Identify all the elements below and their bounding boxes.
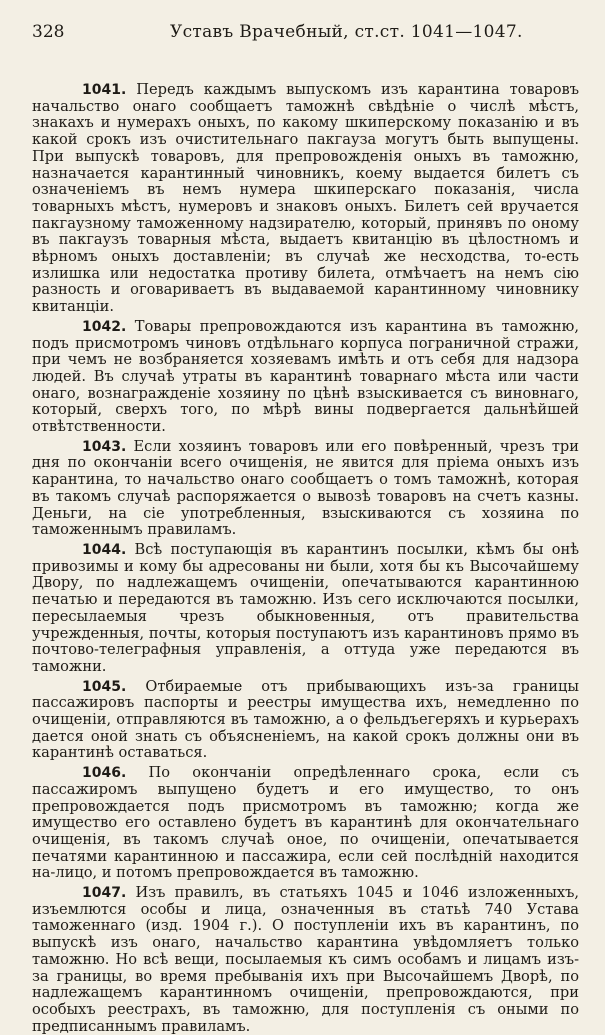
page-header <box>32 22 579 52</box>
article-number: 1047. <box>82 885 127 902</box>
article-text: Если хозяинъ товаровъ или его повѣренный, чрезъ три дня по окончанiи всего очищенiя, не явится для прiема оныхъ изъ карантина, то начальство онаго сообщаетъ о томъ таможнѣ, которая въ такомъ случаѣ распоряжается о вывозѣ товаровъ на счетъ казны. Деньги, на сiе употребленныя, взыскиваются съ хозяина по таможеннымъ правиламъ. <box>32 437 580 539</box>
article-number: 1041. <box>82 82 127 98</box>
article-text: Всѣ поступающiя въ карантинъ посылки, кѣмъ бы онѣ привозимы и кому бы адресованы ни были, хотя бы къ Высочайшему Двору, по надлежащемъ очищенiи, опечатываются карантинною печатью и передаются въ таможню. Изъ сего исключаются посылки, пересылаемыя чрезъ обыкновенныя, отъ правительства учрежденныя, почты, которыя поступаютъ изъ карантиновъ прямо въ почтово-телеграфныя управленiя, а оттуда уже передаются въ таможни. <box>32 540 580 675</box>
article-number: 1043. <box>82 438 127 455</box>
article-number: 1045. <box>82 678 127 695</box>
article-text: Отбираемые отъ прибывающихъ изъ-за границы пассажировъ паспорты и реестры имущества ихъ, немедленно по очищенiи, отправляются въ таможню, а о фельдъегеряхъ и курьерахъ дается оной знать съ объясненiемъ, на какой срокъ должны они въ карантинѣ оставаться. <box>32 677 579 762</box>
article-number: 1042. <box>82 318 127 335</box>
article-1044 <box>32 542 579 676</box>
running-title: Уставъ Врачебный, ст.ст. 1041—1047. <box>170 22 523 42</box>
article-1047 <box>32 885 579 1035</box>
article-text: Товары препровождаются изъ карантина въ таможню, подъ присмотромъ чиновъ отдѣльнаго корпуса пограничной стражи, при чемъ не возбраняется хозяевамъ имѣть и отъ себя для надзора людей. Въ случаѣ утраты въ карантинѣ товарнаго мѣста или части онаго, вознагражденiе хозяину по цѣнѣ взыскивается съ виновнаго, который, сверхъ того, по мѣрѣ вины подвергается дальнѣйшей отвѣтственности. <box>32 317 580 436</box>
article-text: Изъ правилъ, въ статьяхъ 1045 и 1046 изложенныхъ, изъемлются особы и лица, означенныя въ статьѣ 740 Устава таможеннаго (изд. 1904 г.). О поступленiи ихъ въ карантинъ, по выпускѣ изъ онаго, начальство карантина увѣдомляетъ только таможню. Но всѣ вещи, посылаемыя къ симъ особамъ и лицамъ изъ-за границы, во время пребыванiя ихъ при Высочайшемъ Дворѣ, по надлежащемъ карантинномъ очищенiи, препровождаются, при особыхъ реестрахъ, въ таможню, для поступленiя съ оными по предписаннымъ правиламъ. <box>32 884 579 1035</box>
article-1045 <box>32 679 579 763</box>
article-1041 <box>32 82 579 316</box>
article-1042 <box>32 319 579 436</box>
page-number: 328 <box>32 22 65 42</box>
article-1043 <box>32 439 579 539</box>
article-1046 <box>32 765 579 882</box>
article-number: 1044. <box>82 541 127 558</box>
article-number: 1046. <box>82 765 127 782</box>
article-text: По окончанiи опредѣленнаго срока, если съ пассажиромъ выпущено будетъ и его имущество, то онъ препровождается подъ присмотромъ въ таможню; когда же имущество его оставлено будетъ въ карантинѣ для окончательнаго очищенiя, въ такомъ случаѣ оное, по очищенiи, опечатывается печатями карантинною и пассажира, если сей послѣднiй находится на-лицо, и потомъ препровождается въ таможню. <box>32 764 579 882</box>
article-text: Передъ каждымъ выпускомъ изъ карантина товаровъ начальство онаго сообщаетъ таможнѣ свѣдѣнiе о числѣ мѣстъ, знакахъ и нумерахъ оныхъ, по какому шкиперскому показанiю и въ какой срокъ изъ очистительнаго пакгауза могутъ быть выпущены. При выпускѣ товаровъ, для препровожденiя оныхъ въ таможню, назначается карантинный чиновникъ, коему выдается билетъ съ означенiемъ въ немъ нумера шкиперскаго показанiя, числа товарныхъ мѣстъ, нумеровъ и знаковъ оныхъ. Билетъ сей вручается пакгаузному таможенному надзирателю, который, принявъ по оному въ пакгаузъ товарныя мѣста, выдаетъ квитанцiю въ цѣлостномъ и вѣрномъ оныхъ доставленiи; въ случаѣ же несходства, то-есть излишка или недостатка противу билета, отмѣчаетъ на немъ сiю разность и оговариваетъ въ выдаваемой карантинному чиновнику квитанцiи. <box>32 81 580 316</box>
